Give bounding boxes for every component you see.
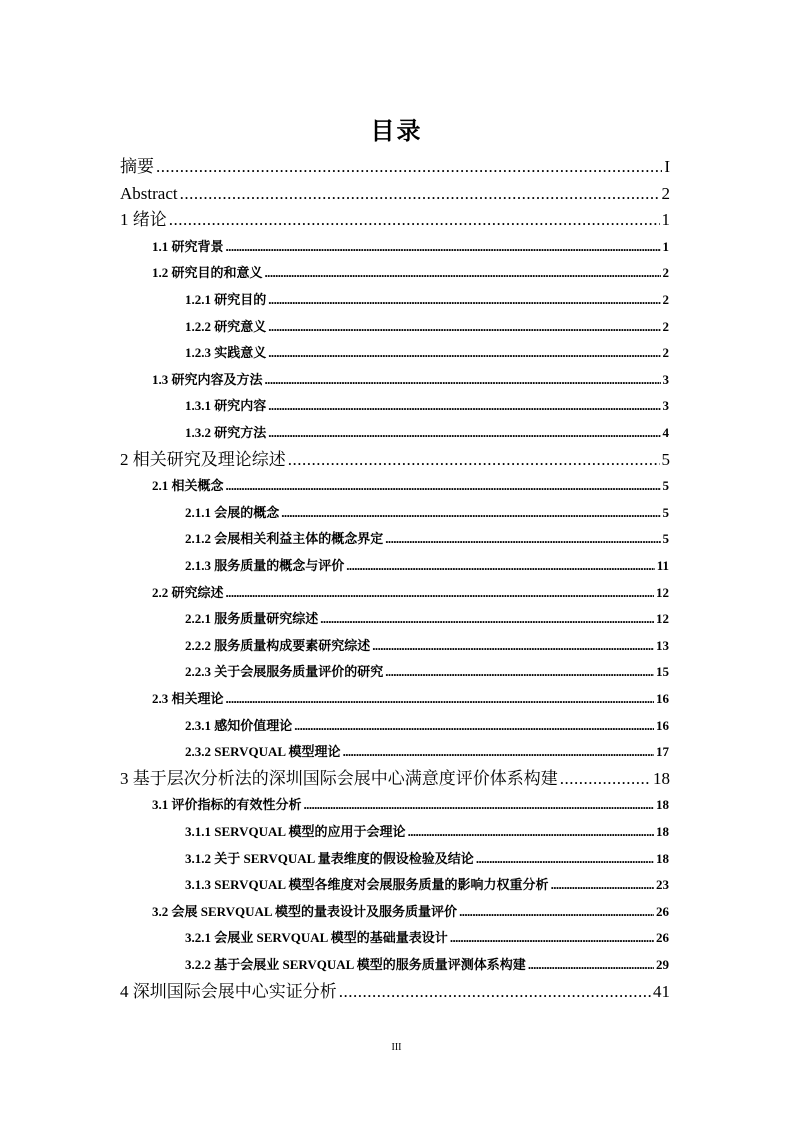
toc-entry-page: 16 bbox=[656, 691, 669, 706]
toc-entry-label: 3.2 会展 SERVQUAL 模型的量表设计及服务质量评价 bbox=[152, 903, 458, 919]
toc-entry-label: 1.2 研究目的和意义 bbox=[152, 265, 263, 281]
toc-entry-page: I bbox=[664, 157, 670, 176]
toc-entry-label: 4 深圳国际会展中心实证分析 bbox=[120, 981, 337, 1001]
toc-entry-page: 29 bbox=[656, 957, 669, 972]
toc-entry-page: 18 bbox=[656, 824, 669, 839]
toc-dot-leader bbox=[476, 846, 654, 872]
toc-entry-page: 1 bbox=[661, 210, 670, 230]
toc-dot-leader bbox=[346, 553, 654, 579]
toc-entry[interactable] bbox=[152, 234, 669, 260]
toc-entry-page: 5 bbox=[662, 478, 669, 494]
toc-entry-label: 3.1.3 SERVQUAL 模型各维度对会展服务质量的影响力权重分析 bbox=[185, 877, 549, 893]
toc-dot-leader bbox=[268, 420, 660, 446]
toc-entry[interactable] bbox=[120, 979, 670, 1005]
toc-entry-label: 1.2.1 研究目的 bbox=[185, 292, 267, 307]
toc-dot-leader bbox=[372, 633, 654, 659]
toc-entry[interactable] bbox=[152, 899, 669, 925]
toc-dot-leader bbox=[265, 260, 661, 286]
toc-entry-label: 1 绪论 bbox=[120, 210, 167, 230]
toc-entry[interactable] bbox=[185, 420, 669, 446]
toc-dot-leader bbox=[265, 367, 661, 393]
toc-entry-page: 2 bbox=[662, 318, 669, 334]
toc-entry-label: 3.2.2 基于会展业 SERVQUAL 模型的服务质量评测体系构建 bbox=[185, 957, 526, 972]
toc-entry-page: 3 bbox=[662, 371, 669, 387]
toc-entry-page: 2 bbox=[662, 345, 669, 361]
toc-entry-label: 2.1.3 服务质量的概念与评价 bbox=[185, 558, 345, 573]
toc-entry-label: 2.3.1 感知价值理论 bbox=[185, 717, 293, 733]
toc-entry-page: 26 bbox=[656, 903, 669, 919]
toc-dot-leader bbox=[385, 659, 654, 685]
toc-entry-label: Abstract bbox=[120, 183, 178, 203]
toc-entry[interactable] bbox=[120, 447, 670, 473]
toc-dot-leader bbox=[551, 872, 654, 898]
toc-entry[interactable] bbox=[185, 393, 669, 419]
toc-entry[interactable] bbox=[152, 260, 669, 286]
toc-entry-label: 2.1.1 会展的概念 bbox=[185, 504, 280, 520]
toc-dot-leader bbox=[226, 686, 654, 712]
toc-entry-page: 15 bbox=[656, 664, 669, 680]
toc-entry-label: 2.2.2 服务质量构成要素研究综述 bbox=[185, 637, 371, 653]
toc-dot-leader bbox=[385, 526, 660, 552]
toc-entry-label: 1.3.1 研究内容 bbox=[185, 398, 267, 414]
toc-entry-label: 1.2.3 实践意义 bbox=[185, 345, 267, 361]
toc-entry-page: 13 bbox=[656, 637, 669, 653]
toc-entry-label: 3.1 评价指标的有效性分析 bbox=[152, 797, 302, 813]
page-title: 目录 bbox=[370, 119, 423, 145]
toc-entry[interactable] bbox=[185, 925, 669, 951]
toc-dot-leader bbox=[268, 393, 660, 419]
toc-dot-leader bbox=[320, 606, 654, 632]
toc-entry-page: 12 bbox=[656, 611, 669, 627]
toc-dot-leader bbox=[450, 925, 654, 951]
toc-entry[interactable] bbox=[185, 314, 669, 340]
toc-entry-label: 1.2.2 研究意义 bbox=[185, 318, 267, 334]
toc-dot-leader bbox=[156, 154, 662, 180]
toc-entry-label: 2.1 相关概念 bbox=[152, 478, 224, 494]
toc-entry-page: 18 bbox=[656, 850, 669, 866]
toc-entry[interactable] bbox=[185, 846, 669, 872]
toc-entry[interactable] bbox=[120, 181, 670, 207]
toc-entry-page: 5 bbox=[661, 449, 670, 469]
toc-entry[interactable] bbox=[152, 367, 669, 393]
toc-entry[interactable] bbox=[185, 340, 669, 366]
toc-entry[interactable] bbox=[185, 606, 669, 632]
toc-entry-label: 3.1.2 关于 SERVQUAL 量表维度的假设检验及结论 bbox=[185, 850, 474, 866]
toc-entry-page: 23 bbox=[656, 877, 669, 893]
toc-dot-leader bbox=[288, 447, 660, 473]
toc-entry-label: 3.2.1 会展业 SERVQUAL 模型的基础量表设计 bbox=[185, 930, 448, 946]
toc-entry-label: 2.1.2 会展相关利益主体的概念界定 bbox=[185, 531, 384, 547]
toc-entry-page: 5 bbox=[662, 531, 669, 547]
toc-entry-page: 5 bbox=[662, 504, 669, 520]
toc-entry-page: 18 bbox=[656, 797, 669, 813]
toc-entry[interactable] bbox=[185, 553, 669, 579]
toc-entry-label: 2.2.1 服务质量研究综述 bbox=[185, 611, 319, 627]
toc-entry[interactable] bbox=[185, 872, 669, 898]
toc-entry-page: 41 bbox=[653, 981, 670, 1001]
toc-dot-leader bbox=[268, 340, 660, 366]
toc-entry-page: 2 bbox=[662, 265, 669, 281]
toc-entry[interactable] bbox=[185, 819, 669, 845]
toc-entry[interactable] bbox=[185, 952, 669, 978]
toc-dot-leader bbox=[294, 713, 654, 739]
toc-entry-page: 26 bbox=[656, 930, 669, 946]
toc-dot-leader bbox=[560, 766, 651, 792]
toc-entry[interactable] bbox=[152, 580, 669, 606]
toc-entry-page: 11 bbox=[656, 558, 669, 573]
toc-entry[interactable] bbox=[120, 766, 670, 792]
toc-entry[interactable] bbox=[185, 526, 669, 552]
toc-entry-page: 2 bbox=[661, 183, 670, 203]
toc-entry-label: 2.2 研究综述 bbox=[152, 584, 224, 600]
toc-entry[interactable] bbox=[185, 739, 669, 765]
toc-entry-label: 3.1.1 SERVQUAL 模型的应用于会理论 bbox=[185, 824, 406, 839]
toc-entry[interactable] bbox=[185, 500, 669, 526]
toc-entry[interactable] bbox=[152, 686, 669, 712]
toc-entry[interactable] bbox=[185, 287, 669, 313]
toc-entry[interactable] bbox=[185, 633, 669, 659]
toc-entry-label: 2 相关研究及理论综述 bbox=[120, 449, 286, 469]
toc-entry[interactable] bbox=[185, 713, 669, 739]
toc-entry-label: 1.3.2 研究方法 bbox=[185, 425, 267, 440]
toc-entry-page: 18 bbox=[653, 768, 670, 788]
toc-dot-leader bbox=[226, 473, 661, 499]
toc-dot-leader bbox=[339, 979, 651, 1005]
toc-entry-label: 1.1 研究背景 bbox=[152, 238, 224, 254]
toc-entry-page: 2 bbox=[662, 292, 669, 307]
toc-dot-leader bbox=[226, 580, 654, 606]
toc-entry[interactable] bbox=[152, 792, 669, 818]
toc-entry[interactable] bbox=[120, 207, 670, 233]
toc-dot-leader bbox=[408, 819, 654, 845]
toc-dot-leader bbox=[528, 952, 654, 978]
toc-entry-page: 12 bbox=[656, 584, 669, 600]
toc-entry-label: 2.3 相关理论 bbox=[152, 691, 224, 706]
toc-entry-label: 2.3.2 SERVQUAL 模型理论 bbox=[185, 744, 341, 760]
toc-entry[interactable] bbox=[152, 473, 669, 499]
toc-entry-page: 3 bbox=[662, 398, 669, 414]
toc-entry-page: 17 bbox=[656, 744, 669, 760]
toc-entry-label: 3 基于层次分析法的深圳国际会展中心满意度评价体系构建 bbox=[120, 768, 558, 788]
toc-entry-label: 2.2.3 关于会展服务质量评价的研究 bbox=[185, 664, 384, 680]
toc-entry[interactable] bbox=[185, 659, 669, 685]
toc-dot-leader bbox=[180, 181, 660, 207]
toc-entry-page: 16 bbox=[656, 717, 669, 733]
toc-dot-leader bbox=[226, 234, 661, 260]
toc-dot-leader bbox=[304, 792, 654, 818]
toc-dot-leader bbox=[169, 207, 660, 233]
toc-dot-leader bbox=[459, 899, 654, 925]
toc-entry[interactable] bbox=[120, 154, 670, 180]
toc-dot-leader bbox=[268, 287, 660, 313]
toc-entry-page: 4 bbox=[662, 425, 669, 440]
toc-dot-leader bbox=[343, 739, 654, 765]
toc-dot-leader bbox=[281, 500, 660, 526]
toc-entry-label: 1.3 研究内容及方法 bbox=[152, 371, 263, 387]
page-number: III bbox=[391, 1042, 402, 1053]
toc-dot-leader bbox=[268, 314, 660, 340]
toc-entry-page: 1 bbox=[662, 238, 669, 254]
toc-entry-label: 摘要 bbox=[120, 157, 154, 176]
